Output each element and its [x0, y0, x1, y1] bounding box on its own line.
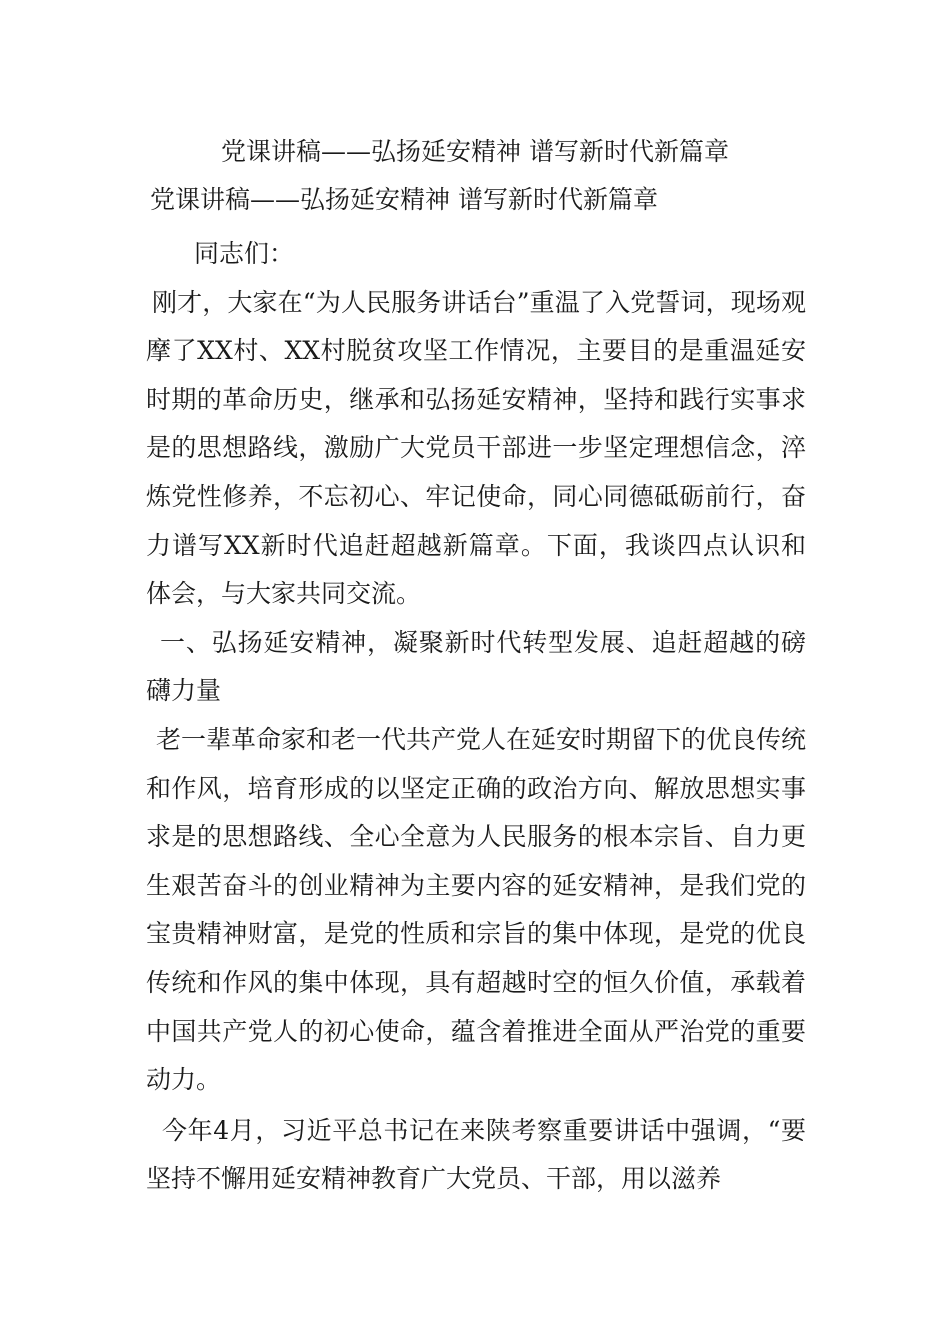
section-heading-1: 一、弘扬延安精神，凝聚新时代转型发展、追赶超越的磅礴力量	[146, 627, 806, 706]
greeting: 同志们：	[194, 239, 295, 268]
paragraph-april-speech: 今年4月，习近平总书记在来陕考察重要讲话中强调，“要坚持不懈用延安精神教育广大党员、干部，用以滋养	[146, 1115, 806, 1194]
document-subtitle: 党课讲稿——弘扬延安精神 谱写新时代新篇章	[150, 185, 658, 214]
paragraph-intro: 刚才，大家在“为人民服务讲话台”重温了入党誓词，现场观摩了XX村、XX村脱贫攻坚工作情况，主要目的是重温延安时期的革命历史，继承和弘扬延安精神，坚持和践行实事求是的思想路线，激励广大党员干部进一步坚定理想信念，淬炼党性修养，不忘初心、牢记使命，同心同德砥砺前行，奋力谱写XX新时代追赶超越新篇章。下面，我谈四点认识和体会，与大家共同交流。	[146, 287, 806, 609]
document-body	[146, 230, 806, 1204]
document-title: 党课讲稿——弘扬延安精神 谱写新时代新篇章	[221, 137, 729, 166]
paragraph-yanan-spirit: 老一辈革命家和老一代共产党人在延安时期留下的优良传统和作风，培育形成的以坚定正确的政治方向、解放思想实事求是的思想路线、全心全意为人民服务的根本宗旨、自力更生艰苦奋斗的创业精神为主要内容的延安精神，是我们党的宝贵精神财富，是党的性质和宗旨的集中体现，是党的优良传统和作风的集中体现，具有超越时空的恒久价值，承载着中国共产党人的初心使命，蕴含着推进全面从严治党的重要动力。	[146, 724, 807, 1095]
